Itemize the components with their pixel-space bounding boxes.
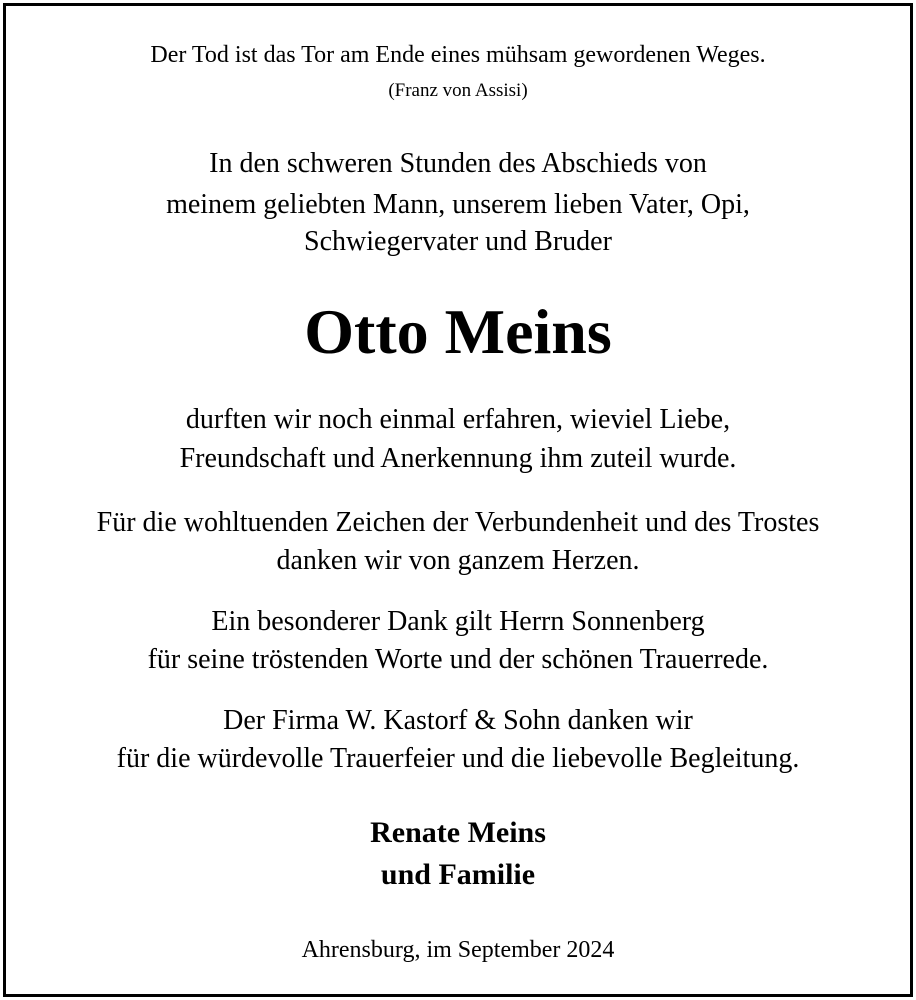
signature-name: Renate Meins (370, 816, 546, 849)
paragraph-line: Ein besonderer Dank gilt Herrn Sonnenberg (211, 606, 705, 637)
intro-line: Schwiegervater und Bruder (304, 226, 612, 257)
paragraph-line: Der Firma W. Kastorf & Sohn danken wir (223, 705, 693, 736)
motto-author: (Franz von Assisi) (388, 80, 528, 101)
paragraph-line: durften wir noch einmal erfahren, wieviel Liebe, (185, 404, 731, 435)
intro-line: In den schweren Stunden des Abschieds von (209, 148, 707, 179)
paragraph-line: für seine tröstenden Worte und der schönen Trauerrede. (147, 644, 769, 675)
paragraph-line: danken wir von ganzem Herzen. (276, 545, 640, 576)
place-date: Ahrensburg, im September 2024 (301, 937, 615, 963)
paragraph-line: für die würdevolle Trauerfeier und die liebevolle Begleitung. (116, 743, 800, 774)
paragraph-line: Freundschaft und Anerkennung ihm zuteil wurde. (179, 443, 737, 474)
signature-family: und Familie (380, 858, 536, 891)
deceased-name: Otto Meins (304, 296, 612, 367)
paragraph-line: Für die wohltuenden Zeichen der Verbundenheit und des Trostes (96, 507, 820, 538)
motto-quote: Der Tod ist das Tor am Ende eines mühsam gewordenen Weges. (150, 42, 766, 68)
intro-line: meinem geliebten Mann, unserem lieben Vater, Opi, (166, 189, 750, 220)
